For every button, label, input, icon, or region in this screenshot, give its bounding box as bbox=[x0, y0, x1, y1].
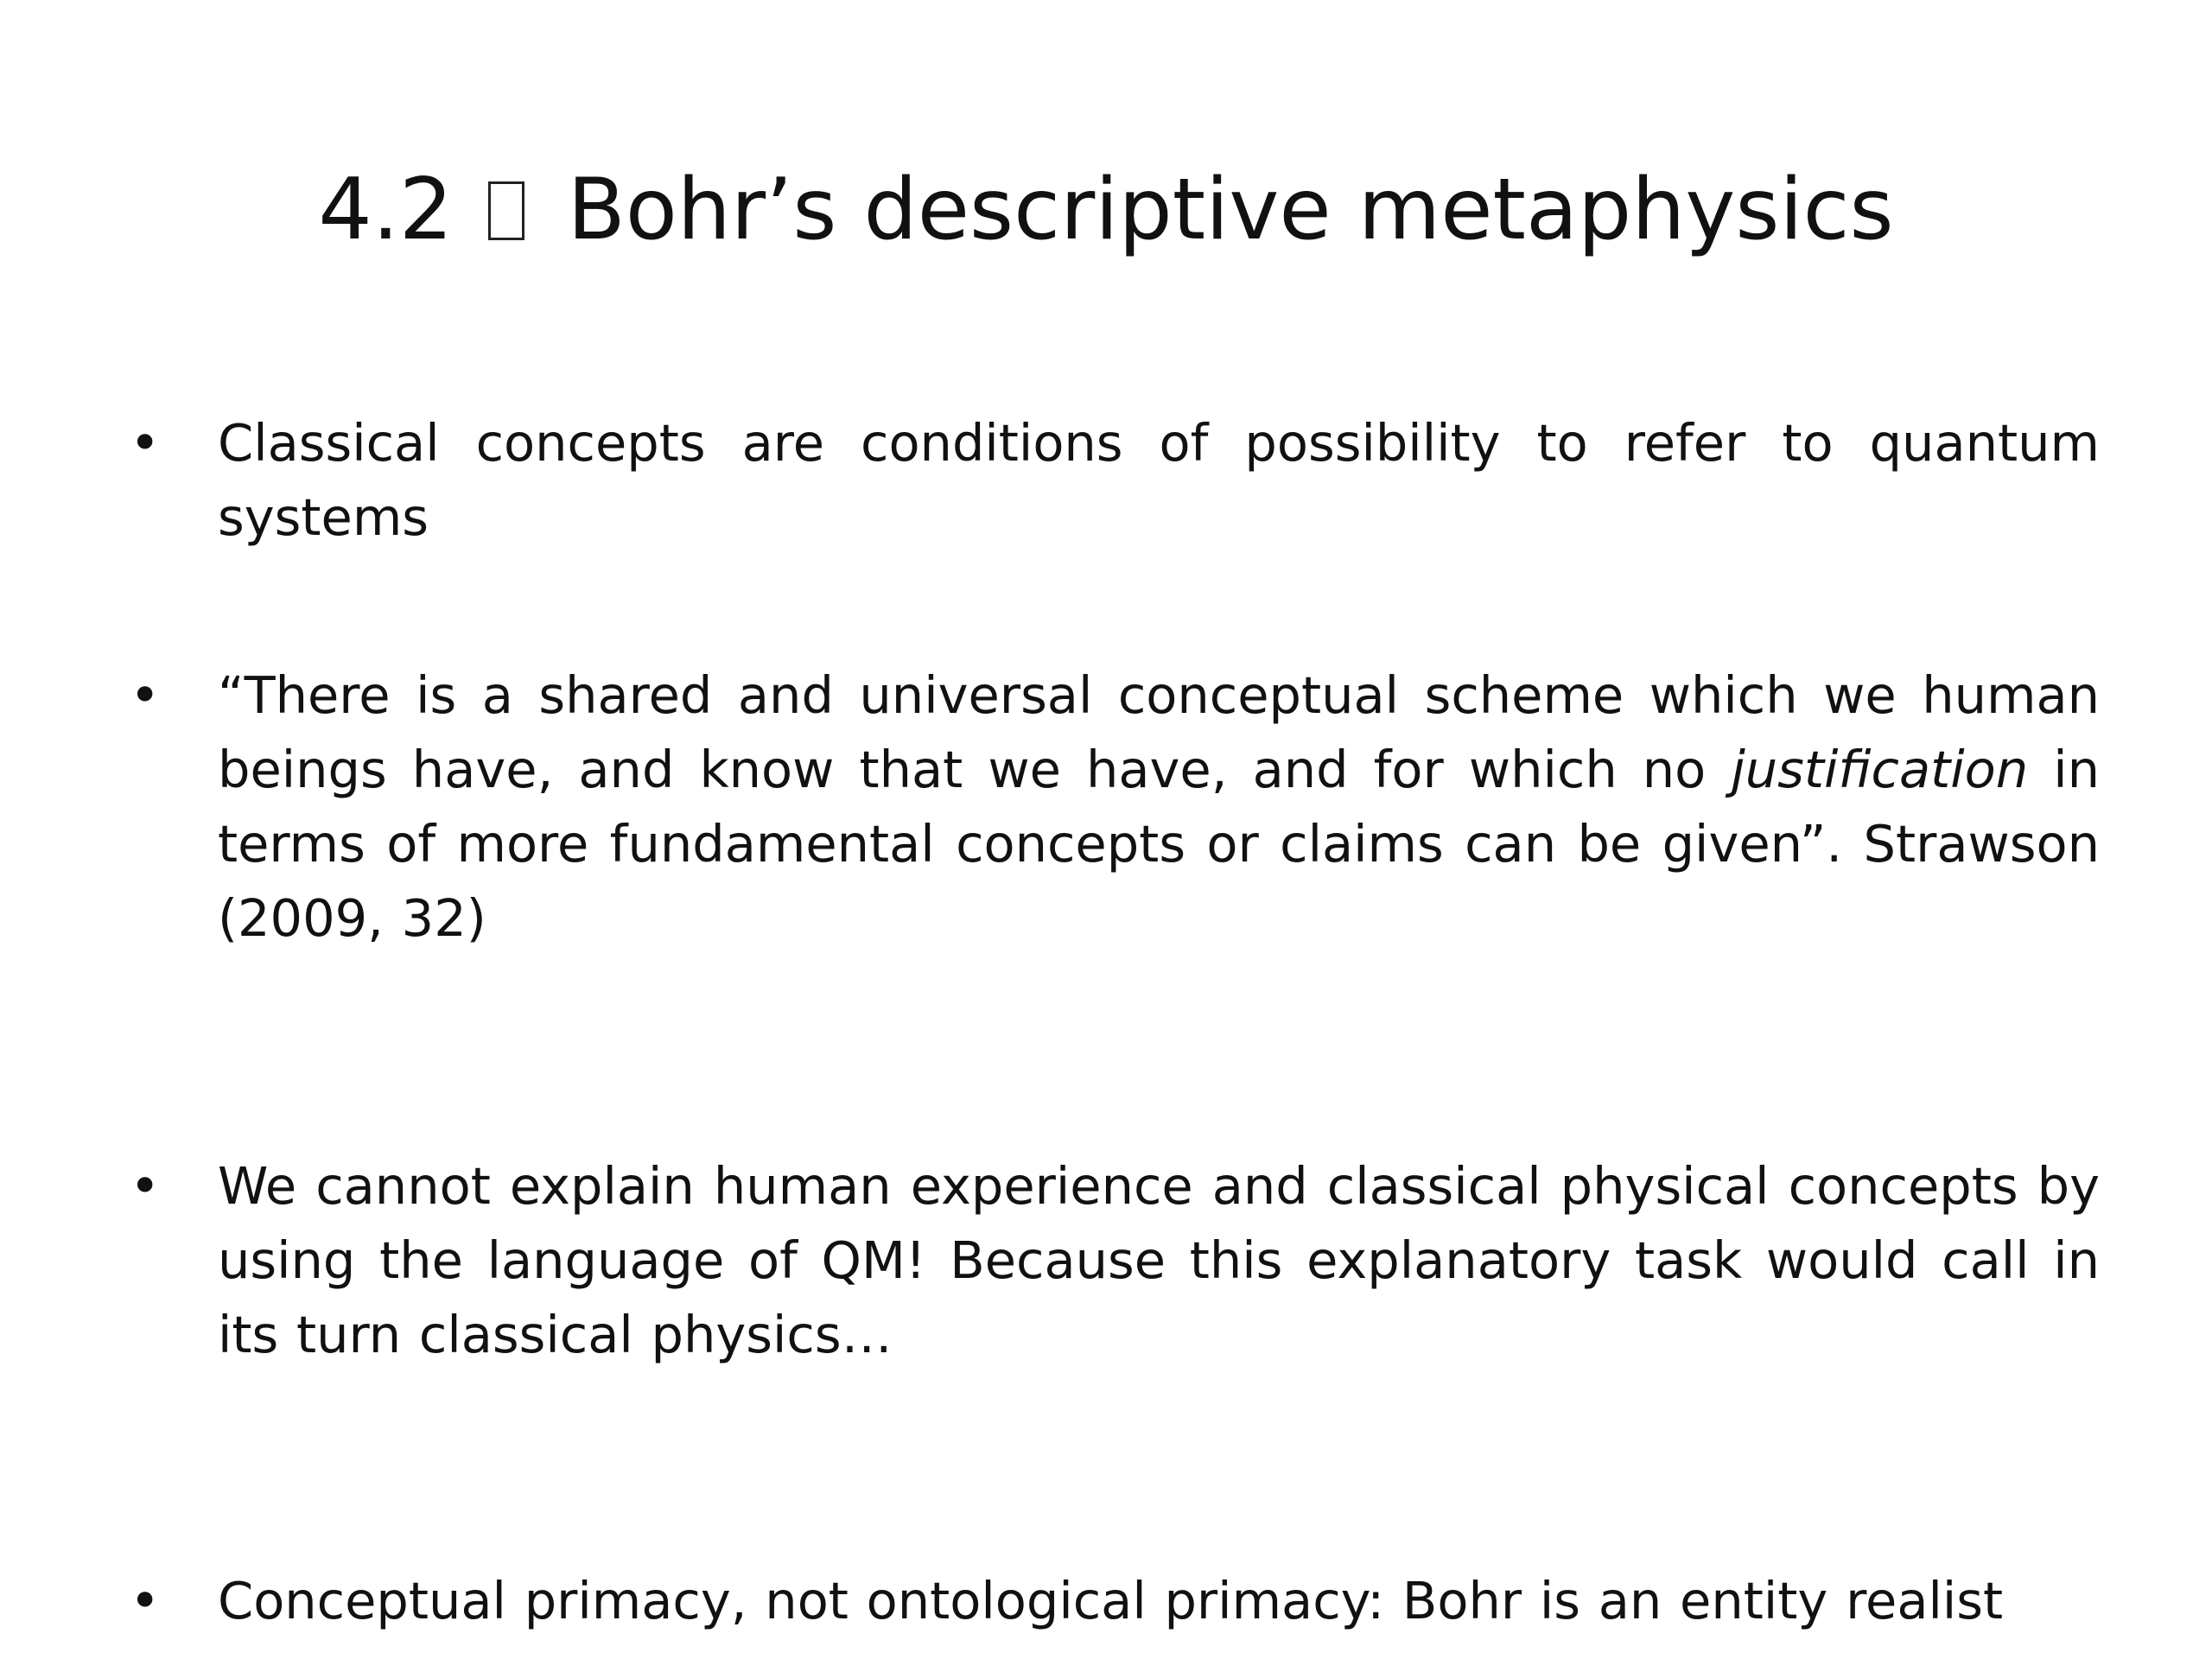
quote-text-after: in terms of more fundamental concepts or claims can be given”. Strawson (2009, 32) bbox=[218, 740, 2101, 948]
quote-text-before: “There is a shared and universal conceptual scheme which we human beings have, and know that we have, and for which no bbox=[218, 665, 2100, 799]
bullet-dot-icon: • bbox=[130, 413, 161, 474]
slide-title bbox=[0, 154, 2212, 266]
bullet-text: Conceptual primacy, not ontological primacy: Bohr is an entity realist bbox=[218, 1571, 2004, 1630]
title-text: Bohr’s descriptive metaphysics bbox=[567, 161, 1894, 259]
bullet-text: Classical concepts are conditions of possibility to refer to quantum systems bbox=[218, 413, 2100, 547]
section-number: 4.2 bbox=[318, 161, 454, 259]
quote-italic-word: justification bbox=[1731, 740, 2029, 799]
bullet-dot-icon: • bbox=[130, 665, 161, 726]
bullet-text-quote bbox=[218, 658, 2100, 956]
bullet-dot-icon: • bbox=[130, 1571, 161, 1631]
bullet-text: We cannot explain human experience and classical physical concepts by using the language of QM! Because this explanatory task would call in its turn classical physics… bbox=[218, 1156, 2100, 1364]
missing-glyph-icon bbox=[488, 181, 524, 240]
bullet-dot-icon: • bbox=[130, 1156, 161, 1217]
